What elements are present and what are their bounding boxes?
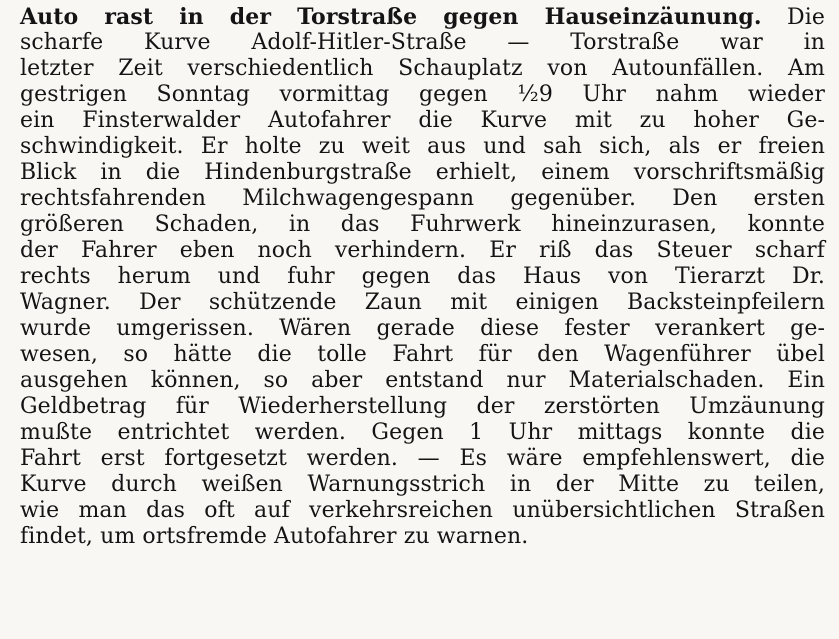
article-line-8: rechtsfahrenden Milchwagengespann gegenüber. Den ersten bbox=[20, 186, 825, 211]
article-line-13: wurde umgerissen. Wären gerade diese fester verankert ge- bbox=[20, 316, 825, 341]
article-line-20: wie man das oft auf verkehrsreichen unübersichtlichen Straßen bbox=[20, 498, 825, 523]
article-line-17: mußte entrichtet werden. Gegen 1 Uhr mittags konnte die bbox=[20, 420, 825, 445]
article-line-3: letzter Zeit verschiedentlich Schauplatz von Autounfällen. Am bbox=[20, 56, 825, 81]
article-line-6: schwindigkeit. Er holte zu weit aus und sah sich, als er freien bbox=[20, 134, 825, 159]
article-line-11: rechts herum und fuhr gegen das Haus von Tierarzt Dr. bbox=[20, 264, 825, 289]
article-line-4: gestrigen Sonntag vormittag gegen ½9 Uhr nahm wieder bbox=[20, 82, 825, 107]
article-line-14: wesen, so hätte die tolle Fahrt für den Wagenführer übel bbox=[20, 342, 825, 367]
article-line-16: Geldbetrag für Wiederherstellung der zerstörten Umzäunung bbox=[20, 394, 825, 419]
article-line-2: scharfe Kurve Adolf-Hitler-Straße — Torstraße war in bbox=[20, 30, 825, 55]
article-line-18: Fahrt erst fortgesetzt werden. — Es wäre empfehlenswert, die bbox=[20, 446, 825, 471]
article-line-15: ausgehen können, so aber entstand nur Materialschaden. Ein bbox=[20, 368, 825, 393]
article-line-1 bbox=[20, 4, 825, 30]
article-headline: Auto rast in der Torstraße gegen Hauseinzäunung. bbox=[20, 4, 762, 30]
article-line-7: Blick in die Hindenburgstraße erhielt, einem vorschriftsmäßig bbox=[20, 160, 825, 185]
article-line-19: Kurve durch weißen Warnungsstrich in der Mitte zu teilen, bbox=[20, 472, 825, 497]
article-lead-word: Die bbox=[787, 5, 826, 30]
article-line-5: ein Finsterwalder Autofahrer die Kurve mit zu hoher Ge- bbox=[20, 108, 825, 133]
article-line-9: größeren Schaden, in das Fuhrwerk hineinzurasen, konnte bbox=[20, 212, 825, 237]
article-line-21: findet, um ortsfremde Autofahrer zu warnen. bbox=[20, 524, 529, 549]
article-line-10: der Fahrer eben noch verhindern. Er riß das Steuer scharf bbox=[20, 238, 825, 263]
article-line-12: Wagner. Der schützende Zaun mit einigen Backsteinpfeilern bbox=[20, 290, 825, 315]
